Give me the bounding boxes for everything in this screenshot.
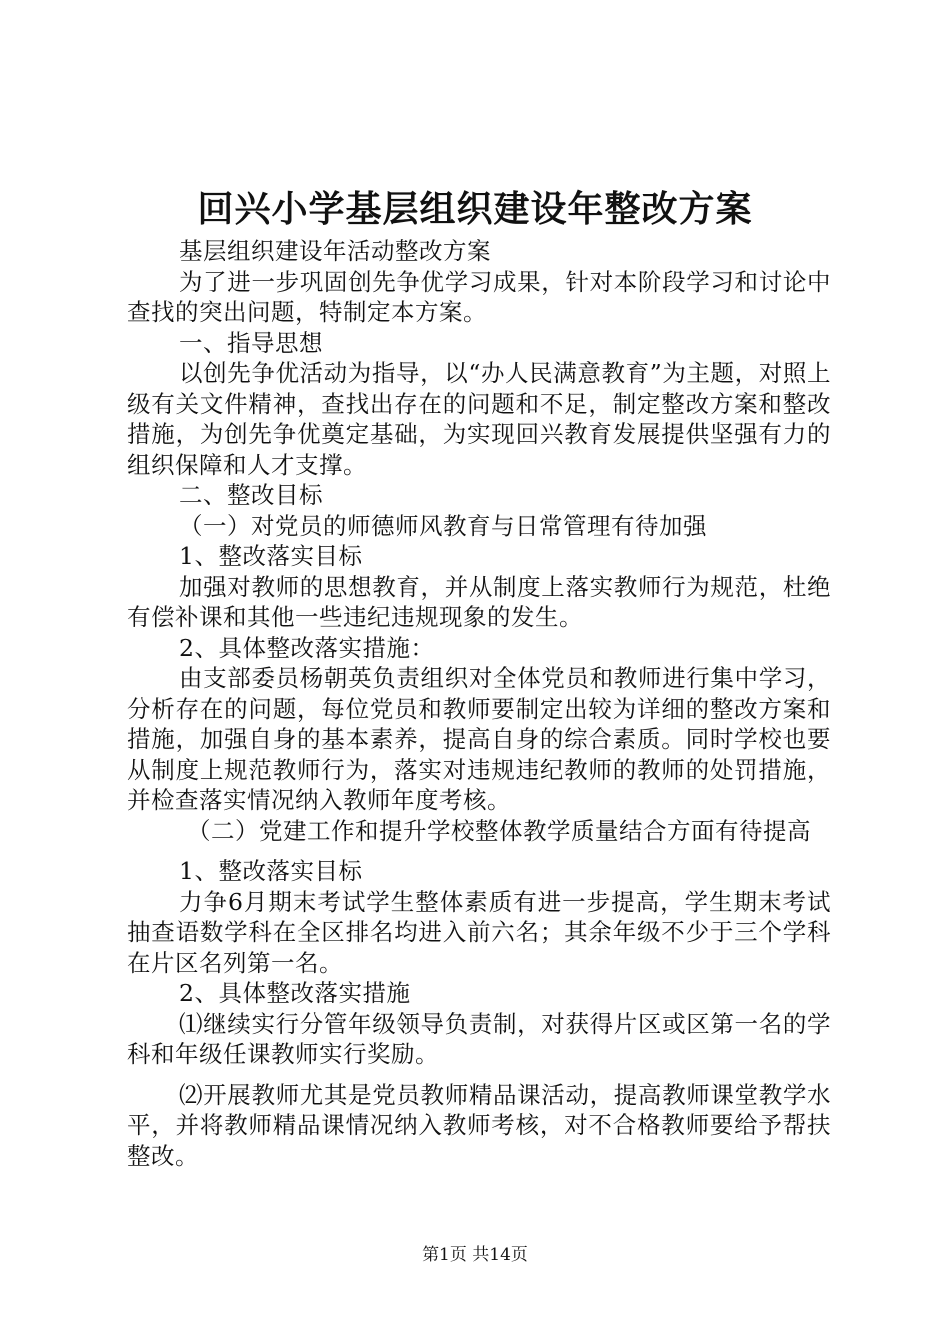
- page-footer: 第1页 共14页: [422, 1245, 528, 1265]
- document-title: 回兴小学基层组织建设年整改方案: [197, 189, 753, 230]
- heading-guiding-ideology: 一、指导思想: [179, 328, 323, 357]
- item-2-target-text: 力争6月期末考试学生整体素质有进一步提高，学生期末考试抽查语数学科在全区排名均进入前六名；其余年级不少于三个学科在片区名列第一名。: [127, 887, 831, 977]
- item-1-measures-heading: 2、具体整改落实措施：: [179, 633, 435, 662]
- item-1-target-text: 加强对教师的思想教育，并从制度上落实教师行为规范，杜绝有偿补课和其他一些违纪违规现象的发生。: [127, 572, 831, 631]
- paragraph-intro: 为了进一步巩固创先争优学习成果，针对本阶段学习和讨论中查找的突出问题，特制定本方案。: [127, 267, 831, 326]
- item-2-target-heading: 1、整改落实目标: [179, 857, 363, 885]
- heading-rectification-goals: 二、整改目标: [179, 481, 323, 509]
- document-body: [127, 236, 831, 1171]
- paragraph-guiding-ideology: 以创先争优活动为指导，以“办人民满意教育”为主题，对照上级有关文件精神，查找出存在的问题和不足，制定整改方案和整改措施，为创先争优奠定基础，为实现回兴教育发展提供坚强有力的组织保障和人才支撑。: [127, 359, 831, 479]
- item-2-measure-1: ⑴继续实行分管年级领导负责制，对获得片区或区第一名的学科和年级任课教师实行奖励。: [127, 1009, 831, 1068]
- paragraph-subtitle: 基层组织建设年活动整改方案: [179, 237, 491, 265]
- item-2-measure-2: ⑵开展教师尤其是党员教师精品课活动，提高教师课堂教学水平，并将教师精品课情况纳入教师考核，对不合格教师要给予帮扶整改。: [127, 1080, 831, 1170]
- item-1-measures-text: 由支部委员杨朝英负责组织对全体党员和教师进行集中学习，分析存在的问题，每位党员和教师要制定出较为详细的整改方案和措施，加强自身的基本素养，提高自身的综合素质。同时学校也要从制度上规范教师行为，落实对违规违纪教师的教师的处罚措施，并检查落实情况纳入教师年度考核。: [127, 664, 831, 814]
- subheading-item-1: （一）对党员的师德师风教育与日常管理有待加强: [179, 511, 707, 540]
- item-2-measures-heading: 2、具体整改落实措施: [179, 979, 411, 1007]
- item-1-target-heading: 1、整改落实目标: [179, 542, 363, 570]
- subheading-item-2: （二）党建工作和提升学校整体教学质量结合方面有待提高: [187, 816, 811, 845]
